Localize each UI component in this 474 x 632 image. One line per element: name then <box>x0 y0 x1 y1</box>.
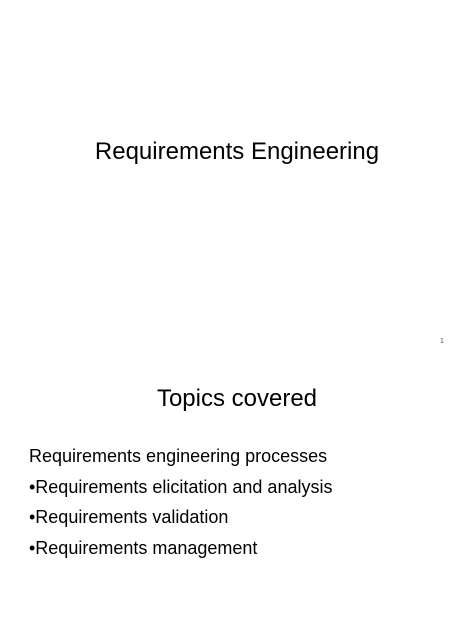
topic-item: •Requirements validation <box>29 507 229 527</box>
page-number: 1 <box>440 338 444 345</box>
topic-item: Requirements engineering processes <box>29 446 328 466</box>
slide-2 <box>0 338 474 632</box>
topic-item: •Requirements management <box>29 537 258 558</box>
topic-list <box>29 441 459 563</box>
slide-2-title: Topics covered <box>156 385 318 412</box>
topic-item: •Requirements elicitation and analysis <box>29 476 333 497</box>
slide-1-title: Requirements Engineering <box>94 138 380 165</box>
